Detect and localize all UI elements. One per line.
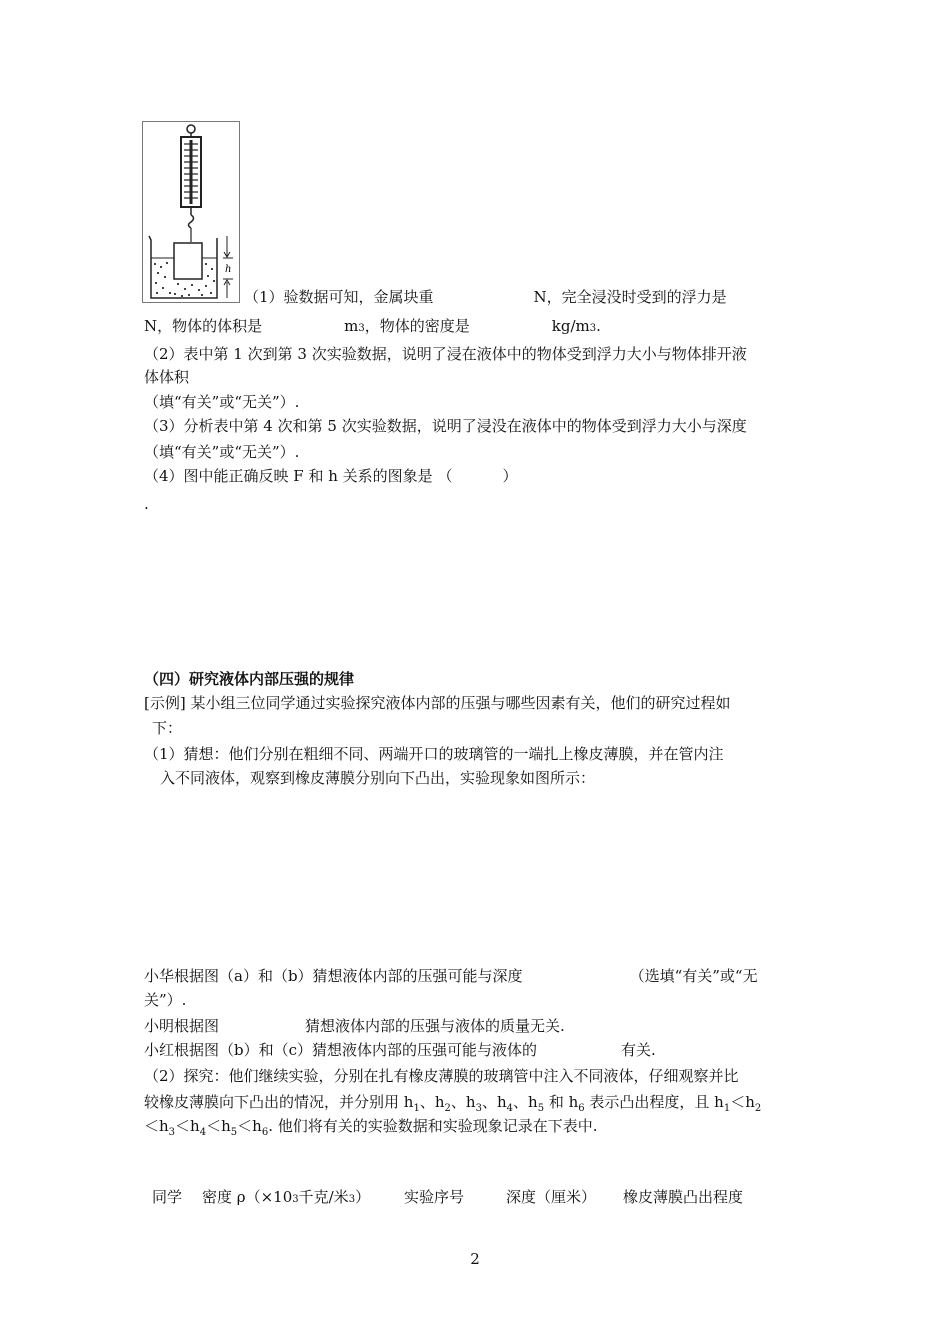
sub-4b: 4	[199, 1127, 207, 1138]
density-label-c: ）	[355, 1188, 371, 1206]
explore-line2	[144, 1092, 761, 1119]
sub-5: 5	[537, 1103, 545, 1114]
h-5: h	[528, 1093, 538, 1111]
page-number: 2	[470, 1250, 480, 1268]
sep-3: 、	[481, 1093, 497, 1111]
lt-h5: ＜h	[206, 1117, 231, 1135]
sub-1b: 1	[723, 1103, 731, 1114]
sub-1: 1	[413, 1103, 420, 1114]
explore-line3	[144, 1116, 598, 1143]
q1-line1	[244, 287, 727, 307]
explore-l2-text: 较橡皮薄膜向下凸出的情况，并分别用 h	[144, 1093, 414, 1111]
q4-line1	[144, 466, 517, 486]
q1-kgm3-exp: 3	[589, 323, 597, 334]
sub-4: 4	[506, 1103, 513, 1114]
q2-line3: （填“有关”或“无关”）.	[144, 393, 300, 411]
example-line2: 下：	[152, 719, 183, 737]
xiaoming-text-a: 小明根据图	[144, 1017, 220, 1035]
spring-scale-diagram	[143, 122, 239, 302]
table-header-student: 同学	[152, 1188, 183, 1206]
xiaohua-line2: 关”）.	[144, 991, 187, 1009]
explore-l3-end: . 他们将有关的实验数据和实验现象记录在下表中.	[268, 1117, 598, 1135]
q1-text-d: m	[344, 317, 359, 335]
q4-text: （4）图中能正确反映 F 和 h 关系的图象是 （	[144, 467, 453, 485]
density-exp-b: 3	[348, 1194, 356, 1205]
q3-line2: （填“有关”或“无关”）.	[144, 443, 300, 461]
q1-line2	[144, 316, 601, 339]
sub-5b: 5	[230, 1127, 238, 1138]
sub-6: 6	[578, 1103, 585, 1114]
q1-text-a: （1）验数据可知，金属块重	[244, 288, 434, 306]
q1-text-e: ，物体的密度是	[364, 317, 470, 335]
guess-line1: （1）猜想：他们分别在粗细不同、两端开口的玻璃管的一端扎上橡皮薄膜，并在管内注	[144, 745, 724, 763]
density-exp-a: 3	[292, 1194, 299, 1205]
xiaohua-text: 小华根据图（a）和（b）猜想液体内部的压强可能与深度	[144, 967, 523, 985]
xiaoming-line	[144, 1016, 565, 1036]
xiaohong-text-a: 小红根据图（b）和（c）猜想液体内部的压强可能与液体的	[144, 1041, 538, 1059]
table-header-trial: 实验序号	[404, 1188, 465, 1206]
q1-text-g: .	[596, 317, 601, 335]
example-line1: [示例] 某小组三位同学通过实验探究液体内部的压强与哪些因素有关，他们的研究过程如	[144, 694, 731, 712]
table-header-depth: 深度（厘米）	[506, 1188, 597, 1206]
sep-1: 、	[419, 1093, 435, 1111]
explore-l2-text-b: 表示凸出程度，且 h	[584, 1093, 724, 1111]
lt-h3: ＜h	[144, 1117, 169, 1135]
and-h6: 和 h	[544, 1093, 579, 1111]
q1-text-c: N，物体的体积是	[144, 317, 263, 335]
q2-line1: （2）表中第 1 次到第 3 次实验数据，说明了浸在液体中的物体受到浮力大小与物体排开液	[144, 345, 747, 363]
q4-line2: .	[144, 495, 149, 513]
guess-line2: 入不同液体，观察到橡皮薄膜分别向下凸出，实验现象如图所示：	[160, 769, 596, 787]
q1-text-b: N，完全浸没时受到的浮力是	[533, 288, 727, 306]
h-3: h	[465, 1093, 476, 1111]
spring-scale-beaker-figure	[142, 121, 240, 303]
xiaoming-text-b: 猜想液体内部的压强与液体的质量无关.	[305, 1017, 565, 1035]
h-2: h	[434, 1093, 445, 1111]
density-label-b: 千克/米	[298, 1188, 349, 1206]
depth-h-label: h	[225, 264, 232, 275]
table-header-bulge: 橡皮薄膜凸出程度	[623, 1188, 744, 1206]
xiaohua-choice: （选填“有关”或“无	[629, 967, 758, 985]
sep-2: 、	[450, 1093, 466, 1111]
sub-6b: 6	[261, 1127, 269, 1138]
q2-line2: 体体积	[144, 368, 190, 386]
sub-2b: 2	[754, 1103, 762, 1114]
xiaohong-line	[144, 1040, 656, 1060]
h-4: h	[496, 1093, 507, 1111]
density-label-a: 密度 ρ（×10	[202, 1188, 293, 1206]
sub-3: 3	[475, 1103, 482, 1114]
lt-h4: ＜h	[175, 1117, 200, 1135]
q1-text-f: kg/m	[551, 317, 590, 335]
sub-3b: 3	[168, 1127, 176, 1138]
q4-close-paren: ）	[502, 467, 518, 485]
q1-m3-exp: 3	[358, 323, 365, 334]
sep-4: 、	[513, 1093, 529, 1111]
xiaohua-line1	[144, 966, 758, 986]
section-heading: （四）研究液体内部压强的规律	[144, 670, 355, 688]
lt-h2: ＜h	[730, 1093, 755, 1111]
lt-h6: ＜h	[237, 1117, 262, 1135]
sub-2: 2	[444, 1103, 451, 1114]
table-header-density	[202, 1187, 370, 1210]
explore-line1: （2）探究：他们继续实验，分别在扎有橡皮薄膜的玻璃管中注入不同液体，仔细观察并比	[144, 1067, 739, 1085]
xiaohong-text-b: 有关.	[621, 1041, 656, 1059]
q3-line1: （3）分析表中第 4 次和第 5 次实验数据，说明了浸没在液体中的物体受到浮力大小与深度	[144, 417, 747, 435]
